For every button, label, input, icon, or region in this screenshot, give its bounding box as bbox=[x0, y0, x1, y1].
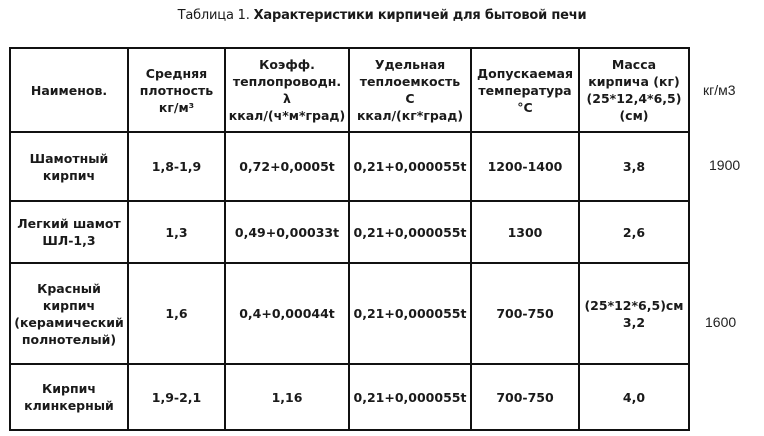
cell-heat-capacity bbox=[349, 201, 471, 263]
cell-text-line: Удельная bbox=[374, 57, 446, 72]
cell-mass bbox=[579, 132, 689, 201]
cell-text-line: 700-750 bbox=[496, 306, 554, 321]
cell-text-line: Шамотный bbox=[29, 150, 109, 166]
side-unit-label: кг/м3 bbox=[703, 82, 736, 98]
cell-text-line: Красный bbox=[37, 280, 101, 296]
cell-text-line: 0,21+0,000055t bbox=[353, 389, 467, 405]
cell-temperature bbox=[471, 263, 579, 364]
cell-temperature bbox=[471, 364, 579, 430]
cell-text-line: температура bbox=[478, 82, 572, 98]
cell-text-line: 0,21+0,000055t bbox=[353, 306, 467, 321]
header-cell-name bbox=[10, 48, 128, 132]
cell-text-line: Коэфф. bbox=[259, 57, 315, 72]
table-row bbox=[10, 201, 689, 263]
cell-name bbox=[10, 201, 128, 263]
cell-text-line: Кирпич bbox=[42, 381, 96, 396]
cell-text-line: 0,72+0,0005t bbox=[239, 159, 335, 174]
cell-text-line: (25*12*6,5)см bbox=[584, 297, 684, 313]
header-cell-temperature bbox=[471, 48, 579, 132]
cell-text-line: клинкерный bbox=[24, 398, 114, 413]
cell-text-line: Наименов. bbox=[30, 82, 108, 98]
cell-density bbox=[128, 201, 225, 263]
table-row bbox=[10, 364, 689, 430]
table-row bbox=[10, 263, 689, 364]
caption-prefix: Таблица 1. bbox=[177, 8, 250, 23]
cell-text-line: 0,4+0,00044t bbox=[239, 306, 335, 321]
cell-text-line: кирпич bbox=[42, 297, 96, 313]
cell-name bbox=[10, 132, 128, 201]
cell-text-line: С bbox=[405, 91, 415, 106]
cell-text-line: полнотелый) bbox=[21, 331, 117, 347]
cell-text-line: 3,8 bbox=[622, 159, 646, 174]
cell-text-line: Масса bbox=[611, 57, 657, 72]
cell-text-line: 3,2 bbox=[622, 314, 646, 330]
cell-density bbox=[128, 364, 225, 430]
cell-name bbox=[10, 263, 128, 364]
table-row bbox=[10, 132, 689, 201]
cell-heat-capacity bbox=[349, 364, 471, 430]
cell-text-line: теплоемкость bbox=[359, 74, 461, 89]
cell-text-line: 1300 bbox=[507, 224, 543, 240]
side-density-note: 1900 bbox=[709, 157, 741, 173]
cell-text-line: теплопроводн. bbox=[232, 74, 342, 89]
caption-title: Характеристики кирпичей для бытовой печи bbox=[253, 8, 587, 23]
cell-text-line: кирпича (кг) bbox=[588, 74, 680, 89]
cell-conductivity bbox=[225, 263, 349, 364]
cell-heat-capacity bbox=[349, 132, 471, 201]
cell-name bbox=[10, 364, 128, 430]
cell-text-line: 4,0 bbox=[622, 389, 646, 405]
cell-text-line: (см) bbox=[619, 108, 649, 123]
cell-text-line: 0,21+0,000055t bbox=[353, 159, 467, 174]
table-caption bbox=[0, 8, 764, 23]
cell-text-line: кирпич bbox=[42, 167, 96, 183]
cell-conductivity bbox=[225, 364, 349, 430]
cell-text-line: 1,9-2,1 bbox=[151, 389, 202, 405]
cell-text-line: 1,6 bbox=[165, 306, 188, 321]
cell-text-line: ШЛ-1,3 bbox=[42, 233, 96, 248]
table-header-row bbox=[10, 48, 689, 132]
header-cell-mass bbox=[579, 48, 689, 132]
side-density-note: 1600 bbox=[705, 314, 737, 330]
cell-text-line: кг/м³ bbox=[158, 99, 195, 115]
cell-text-line: ккал/(кг*град) bbox=[356, 108, 464, 123]
cell-text-line: 1,16 bbox=[271, 389, 303, 405]
header-cell-heat-capacity bbox=[349, 48, 471, 132]
cell-mass bbox=[579, 364, 689, 430]
cell-text-line: Средняя bbox=[145, 65, 208, 81]
cell-text-line: (керамический bbox=[14, 314, 124, 330]
cell-text-line: Допускаемая bbox=[477, 65, 573, 81]
cell-text-line: 2,6 bbox=[622, 224, 646, 240]
header-cell-density bbox=[128, 48, 225, 132]
cell-temperature bbox=[471, 201, 579, 263]
cell-conductivity bbox=[225, 201, 349, 263]
cell-density bbox=[128, 263, 225, 364]
cell-text-line: 0,49+0,00033t bbox=[234, 224, 340, 240]
cell-text-line: 1,3 bbox=[165, 224, 188, 240]
cell-temperature bbox=[471, 132, 579, 201]
cell-text-line: 1,8-1,9 bbox=[151, 159, 202, 174]
cell-conductivity bbox=[225, 132, 349, 201]
cell-density bbox=[128, 132, 225, 201]
cell-text-line: λ bbox=[283, 91, 291, 106]
cell-text-line: ккал/(ч*м*град) bbox=[228, 108, 346, 123]
cell-text-line: Легкий шамот bbox=[17, 216, 121, 231]
brick-characteristics-table bbox=[9, 47, 690, 431]
cell-text-line: плотность bbox=[139, 82, 214, 98]
cell-text-line: °С bbox=[517, 99, 533, 115]
cell-text-line: 1200-1400 bbox=[487, 159, 563, 174]
cell-text-line: (25*12,4*6,5) bbox=[586, 91, 682, 106]
cell-text-line: 0,21+0,000055t bbox=[353, 224, 467, 240]
header-cell-conductivity bbox=[225, 48, 349, 132]
cell-heat-capacity bbox=[349, 263, 471, 364]
cell-text-line: 700-750 bbox=[496, 389, 554, 405]
cell-mass bbox=[579, 263, 689, 364]
cell-mass bbox=[579, 201, 689, 263]
